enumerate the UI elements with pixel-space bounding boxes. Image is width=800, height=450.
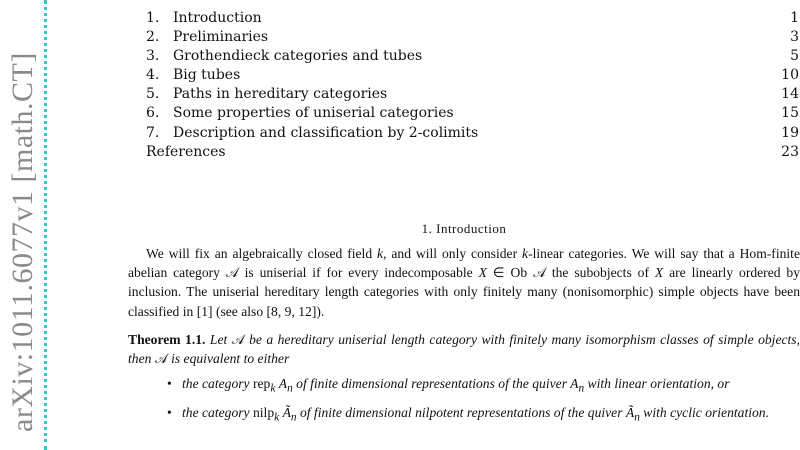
math-operator: rep: [252, 376, 271, 391]
toc-number: 1.: [146, 10, 160, 26]
text-run: We will fix an algebraically closed field: [146, 246, 378, 261]
toc-page: 5: [790, 48, 799, 65]
theorem-block: [128, 330, 800, 368]
toc-page: 10: [781, 67, 799, 84]
toc-title: References: [146, 143, 226, 160]
toc-entry-6[interactable]: [146, 104, 799, 123]
toc-number: 2.: [146, 29, 160, 46]
text-run: is equivalent to either: [167, 351, 290, 367]
text-run: of finite dimensional representations of the quiver: [292, 376, 571, 391]
toc-title: Big tubes: [173, 67, 241, 84]
toc-entry-2[interactable]: [146, 28, 799, 47]
toc-title: Preliminaries: [173, 29, 269, 46]
math-subscript: n: [634, 411, 640, 424]
math-symbol: A: [570, 376, 579, 391]
math-symbol: X: [478, 265, 487, 281]
toc-title: Description and classification by 2-colimits: [173, 124, 479, 141]
math-symbol: A: [278, 376, 288, 391]
text-run: the category: [182, 404, 253, 420]
text-run: the subobjects of: [545, 265, 655, 281]
toc-entry-3[interactable]: [146, 47, 799, 66]
math-symbol: 𝒜: [225, 265, 239, 281]
toc-title: Grothendieck categories and tubes: [173, 48, 423, 65]
toc-page: 15: [781, 105, 799, 122]
toc-entry-5[interactable]: [146, 85, 799, 104]
text-run: with linear orientation, or: [584, 376, 730, 391]
bullet-icon: •: [167, 404, 172, 420]
toc-number: 6.: [146, 105, 160, 122]
toc-page: 14: [781, 86, 799, 103]
text-run: of finite dimensional nilpotent representations of the quiver: [296, 404, 626, 420]
toc-entry-4[interactable]: [146, 66, 799, 85]
math-symbol: 𝒜: [533, 265, 546, 281]
toc-entry-references[interactable]: [146, 143, 799, 162]
math-symbol: Ã: [625, 404, 635, 420]
math-symbol: Ã: [282, 404, 291, 420]
arxiv-stamp-text: arXiv:1011.6077v1 [math.CT]: [6, 52, 39, 432]
math-subscript: k: [274, 411, 280, 424]
toc-number: 3.: [146, 48, 160, 65]
toc-page: 1: [790, 10, 799, 26]
theorem-bullet-list: [165, 374, 800, 432]
toc-page: 23: [781, 143, 799, 160]
math-symbol: X: [654, 265, 664, 281]
toc-page: 3: [790, 29, 799, 46]
list-item: [165, 374, 800, 399]
math-operator: nilp: [252, 404, 275, 420]
text-run: is uniserial if for every indecomposable: [238, 265, 479, 281]
text-run: ∈ Ob: [486, 265, 534, 281]
math-symbol: k: [522, 246, 529, 261]
list-item: [165, 403, 800, 428]
math-subscript: k: [270, 382, 276, 395]
text-run: are linearly ordered by inclusion. The uniserial hereditary length categories with only finitely many (nonisomorphic) simple objects have been classified in [1] (see also [8, 9, 12]).: [128, 265, 800, 319]
math-symbol: k: [377, 246, 384, 261]
bullet-icon: •: [167, 376, 172, 391]
text-run: the category: [182, 376, 253, 391]
text-run: , and will only consider: [383, 246, 523, 261]
toc-number: 7.: [146, 124, 160, 141]
section-heading: 1. Introduction: [421, 221, 507, 236]
theorem-label: Theorem 1.1.: [128, 332, 206, 347]
toc-entry-1[interactable]: [146, 9, 799, 28]
arxiv-stamp: [0, 0, 47, 450]
math-subscript: n: [290, 411, 297, 424]
text-run: -linear categories. We will say that a Hom-finite abelian category: [128, 246, 800, 281]
math-subscript: n: [287, 382, 293, 395]
text-run: with cyclic orientation.: [639, 404, 770, 420]
intro-paragraph: [128, 244, 800, 321]
text-run: Let: [209, 332, 232, 347]
toc-title: Introduction: [173, 10, 262, 26]
math-subscript: n: [578, 382, 585, 395]
toc-number: 4.: [146, 67, 160, 84]
toc-title: Paths in hereditary categories: [173, 86, 388, 103]
toc-entry-7[interactable]: [146, 124, 799, 143]
toc-title: Some properties of uniserial categories: [173, 105, 454, 122]
text-run: be a hereditary uniserial length category with finitely many isomorphism classes of simple objects, then: [128, 332, 800, 367]
math-symbol: 𝒜: [231, 332, 245, 347]
table-of-contents: [146, 9, 799, 162]
toc-number: 5.: [146, 86, 160, 103]
math-symbol: 𝒜: [154, 351, 168, 367]
toc-page: 19: [781, 124, 799, 141]
